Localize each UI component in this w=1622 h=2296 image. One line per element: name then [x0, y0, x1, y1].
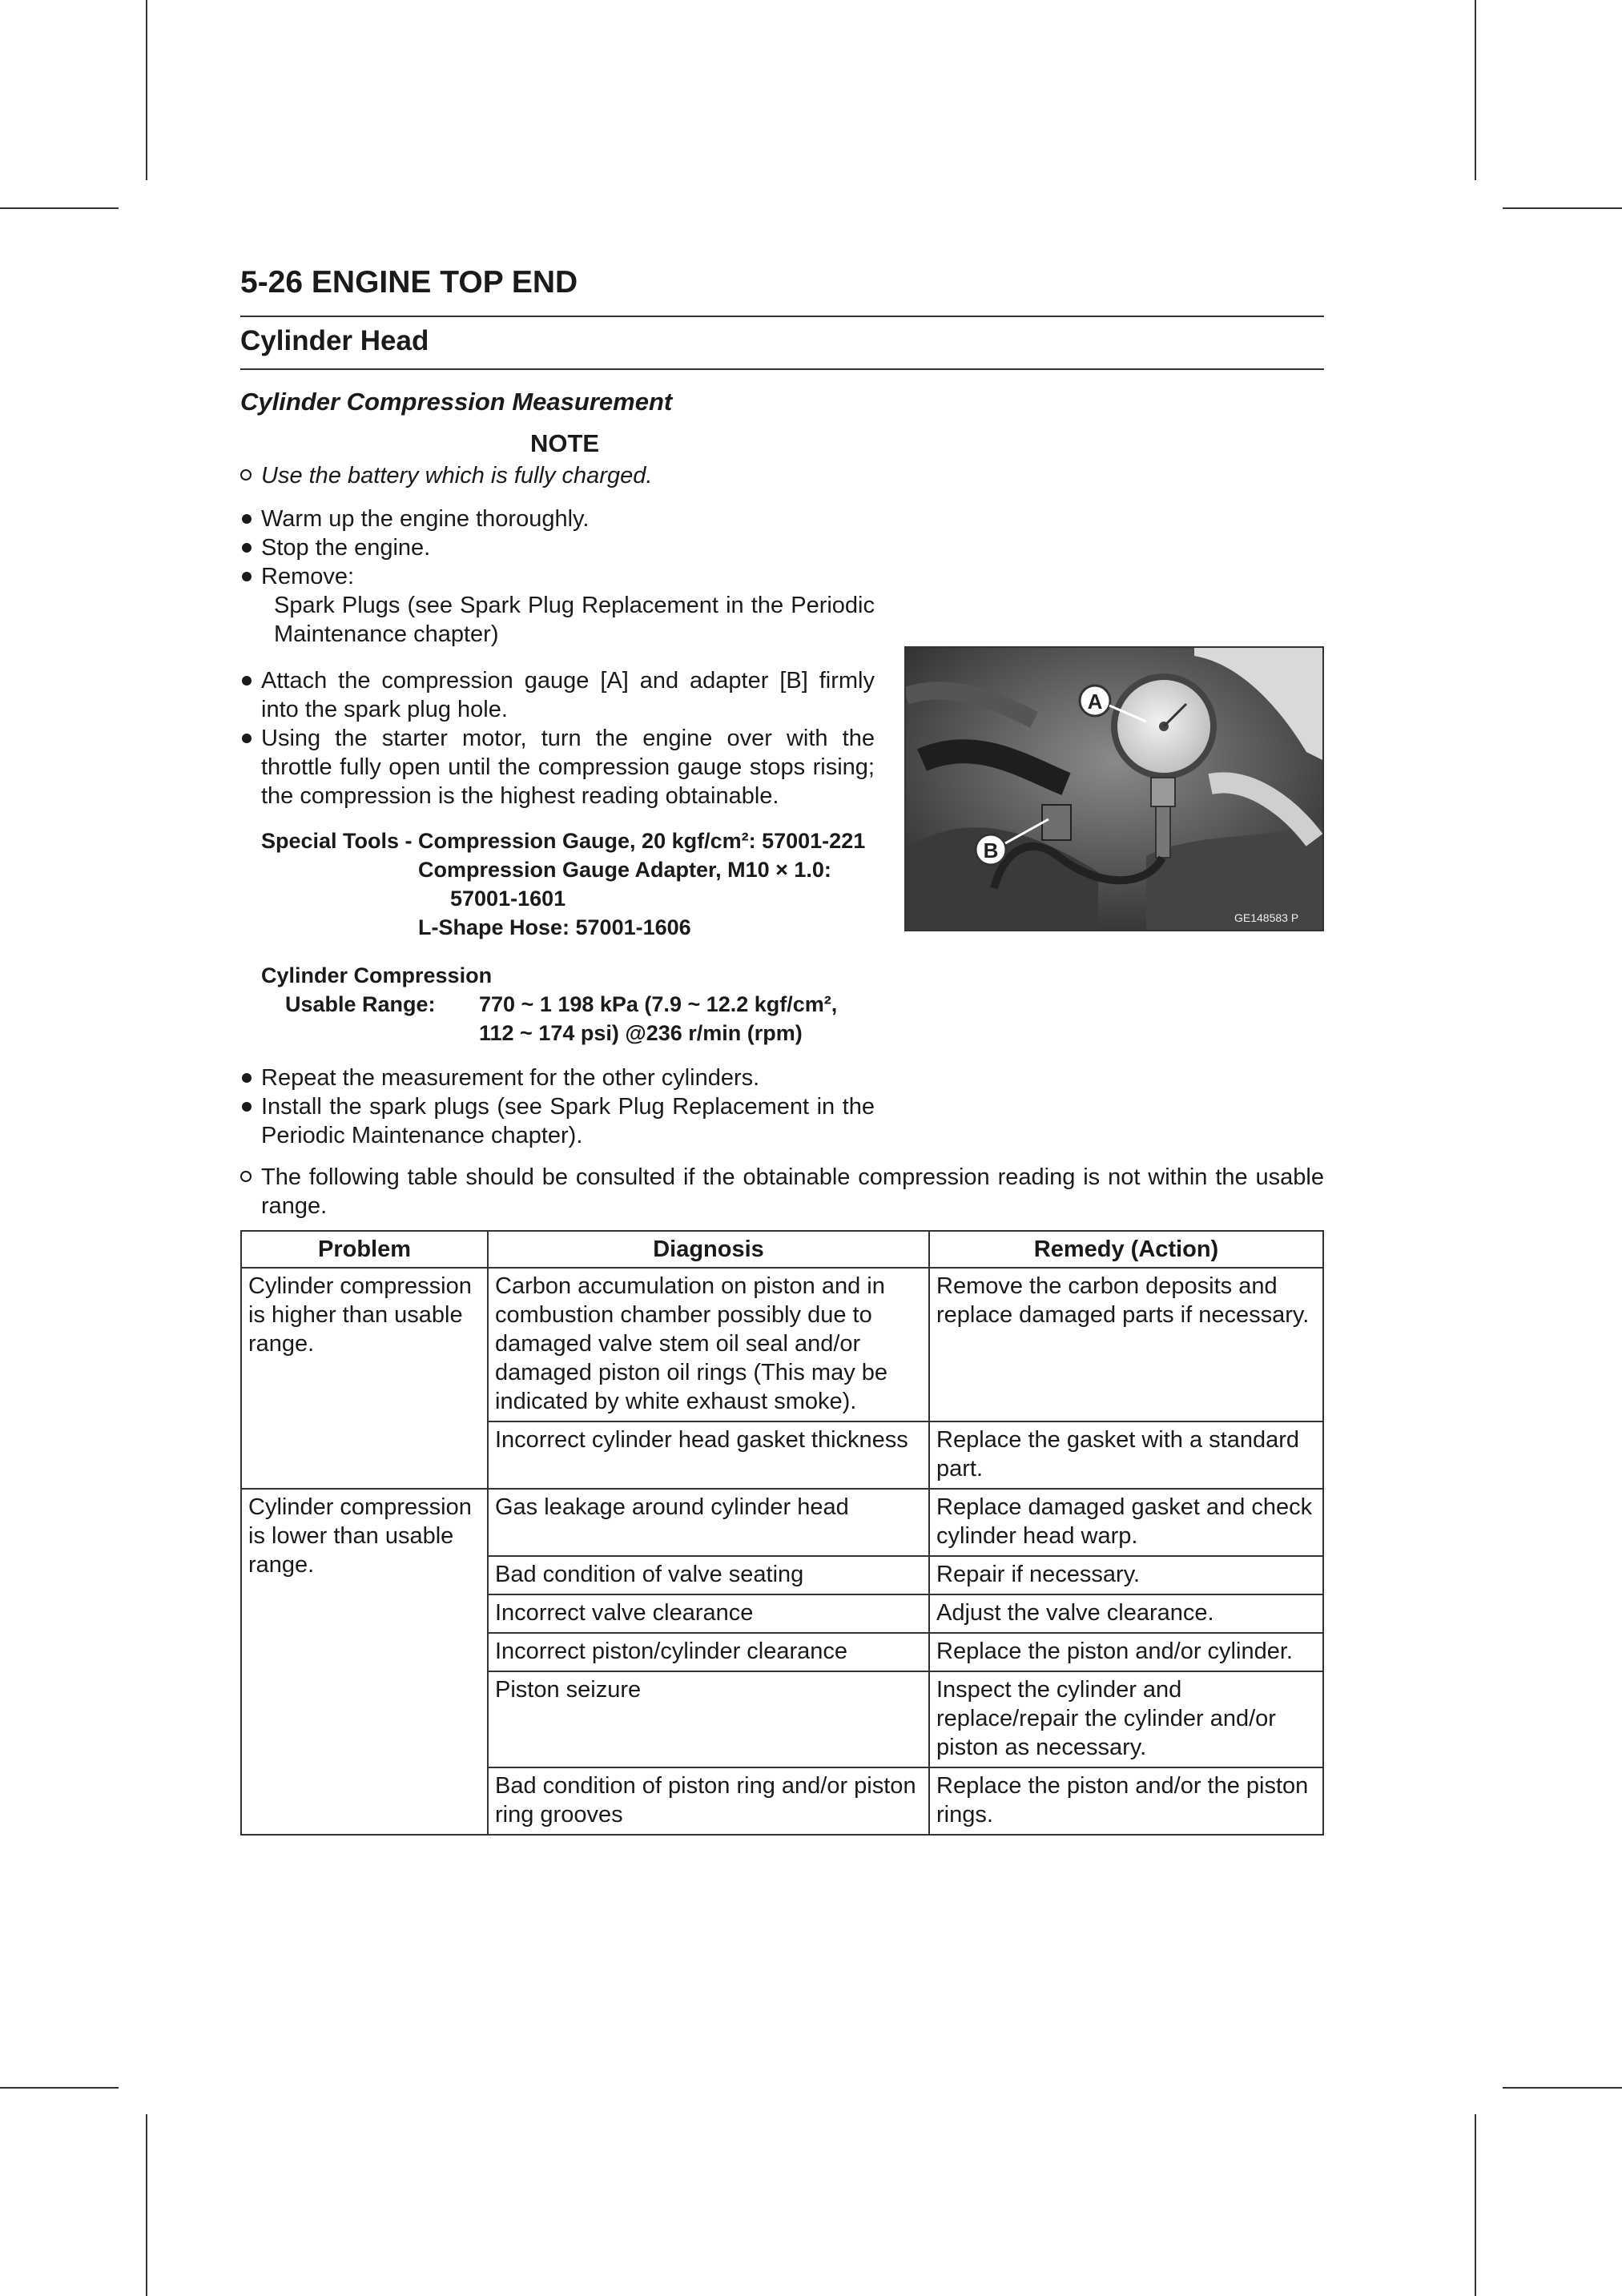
remedy-cell: Replace the piston and/or cylinder.	[929, 1633, 1323, 1671]
diagnosis-cell: Incorrect piston/cylinder clearance	[488, 1633, 929, 1671]
callout-label-b: B	[983, 838, 999, 863]
list-item: Repeat the measurement for the other cylinders.	[240, 1064, 875, 1092]
remove-detail: Spark Plugs (see Spark Plug Replacement in the Periodic Maintenance chapter)	[274, 592, 875, 647]
tool-item: Compression Gauge, 20 kgf/cm²: 57001-221	[418, 828, 866, 853]
crop-mark	[1475, 2114, 1476, 2296]
remedy-cell: Replace the gasket with a standard part.	[929, 1421, 1323, 1489]
steps-list-a	[240, 505, 875, 591]
table-header-row	[241, 1231, 1323, 1268]
remedy-cell: Replace damaged gasket and check cylinder head warp.	[929, 1489, 1323, 1556]
crop-mark	[1503, 207, 1622, 209]
remedy-cell: Replace the piston and/or the piston rings.	[929, 1767, 1323, 1835]
list-item: Remove:	[240, 562, 875, 591]
crop-mark	[0, 2087, 119, 2089]
remedy-cell: Adjust the valve clearance.	[929, 1594, 1323, 1633]
diagnosis-cell: Incorrect valve clearance	[488, 1594, 929, 1633]
list-item: Using the starter motor, turn the engine over with the throttle fully open until the compression gauge stops rising; the compression is the highest reading obtainable.	[240, 724, 875, 810]
list-item: Warm up the engine thoroughly.	[240, 505, 875, 533]
tool-item: Compression Gauge Adapter, M10 × 1.0:	[418, 857, 831, 882]
compression-spec	[240, 961, 875, 1047]
list-item: Stop the engine.	[240, 533, 875, 562]
troubleshooting-table	[240, 1230, 1324, 1836]
crop-mark	[146, 0, 147, 180]
note-text: Use the battery which is fully charged.	[240, 461, 1324, 490]
note-title: NOTE	[530, 428, 600, 457]
remedy-cell: Inspect the cylinder and replace/repair the cylinder and/or piston as necessary.	[929, 1671, 1323, 1767]
diagnosis-cell: Bad condition of valve seating	[488, 1556, 929, 1594]
section-title: Cylinder Head	[240, 325, 429, 356]
table-intro: The following table should be consulted if the obtainable compression reading is not within the usable range.	[240, 1163, 1324, 1220]
table-row	[241, 1268, 1323, 1421]
problem-cell: Cylinder compression is higher than usable range.	[241, 1268, 488, 1489]
tool-item: L-Shape Hose: 57001-1606	[418, 915, 691, 939]
crop-mark	[1503, 2087, 1622, 2089]
spec-value: 770 ~ 1 198 kPa (7.9 ~ 12.2 kgf/cm²,	[479, 991, 838, 1016]
crop-mark	[146, 2114, 147, 2296]
spec-label: Usable Range:	[285, 991, 436, 1016]
chapter-title: 5-26 ENGINE TOP END	[240, 265, 578, 300]
table-row	[241, 1489, 1323, 1556]
column-header: Remedy (Action)	[929, 1231, 1323, 1268]
tool-item: 57001-1601	[450, 886, 566, 911]
diagnosis-cell: Incorrect cylinder head gasket thickness	[488, 1421, 929, 1489]
crop-mark	[1475, 0, 1476, 180]
list-item: Install the spark plugs (see Spark Plug Replacement in the Periodic Maintenance chapter).	[240, 1092, 875, 1150]
left-column	[240, 505, 875, 1150]
diagnosis-cell: Gas leakage around cylinder head	[488, 1489, 929, 1556]
steps-list-c	[240, 1064, 875, 1150]
diagnosis-cell: Piston seizure	[488, 1671, 929, 1767]
column-header: Diagnosis	[488, 1231, 929, 1268]
header-rule	[240, 316, 1324, 317]
diagnosis-cell: Carbon accumulation on piston and in combustion chamber possibly due to damaged valve stem oil seal and/or damaged piston oil rings (This may be indicated by white exhaust smoke).	[488, 1268, 929, 1421]
steps-list-b	[240, 666, 875, 810]
section-rule	[240, 368, 1324, 370]
subsection-title: Cylinder Compression Measurement	[240, 387, 673, 416]
problem-cell: Cylinder compression is lower than usable range.	[241, 1489, 488, 1835]
manual-page	[240, 260, 1324, 1836]
spec-value: 112 ~ 174 psi) @236 r/min (rpm)	[479, 1020, 803, 1045]
remedy-cell: Remove the carbon deposits and replace damaged parts if necessary.	[929, 1268, 1323, 1421]
diagnosis-cell: Bad condition of piston ring and/or piston ring grooves	[488, 1767, 929, 1835]
column-header: Problem	[241, 1231, 488, 1268]
remedy-cell: Repair if necessary.	[929, 1556, 1323, 1594]
callout-label-a: A	[1087, 690, 1103, 714]
figure-code: GE148583 P	[1234, 911, 1299, 924]
crop-mark	[0, 207, 119, 209]
special-tools	[240, 826, 875, 942]
spec-title: Cylinder Compression	[261, 963, 493, 987]
list-item: Attach the compression gauge [A] and adapter [B] firmly into the spark plug hole.	[240, 666, 875, 724]
tools-label: Special Tools -	[261, 828, 413, 853]
compression-gauge-photo	[904, 646, 1324, 931]
